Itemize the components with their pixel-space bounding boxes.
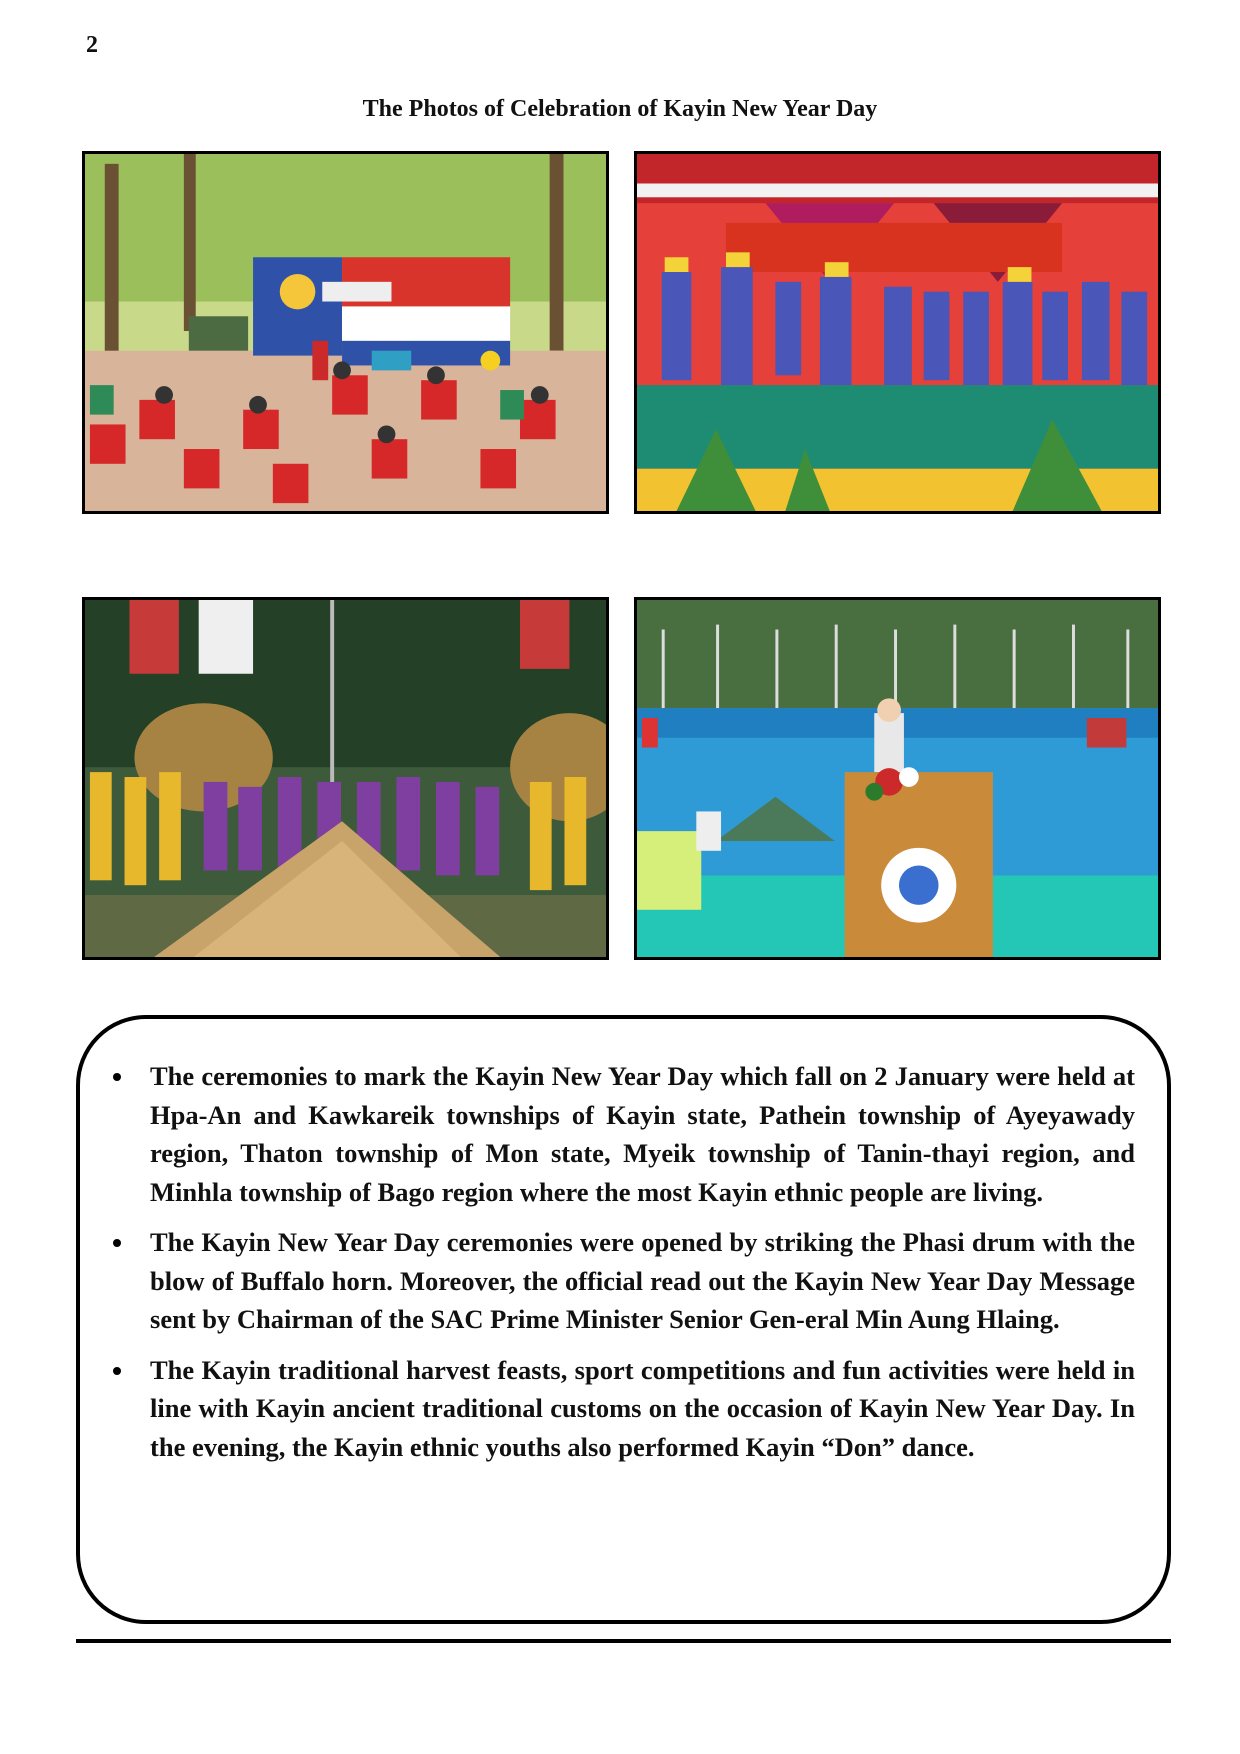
stage-dance-photo [634, 151, 1161, 514]
page-number: 2 [86, 32, 98, 58]
summary-box [76, 1015, 1171, 1624]
bullet-dot-icon [113, 1239, 121, 1247]
bullet-text: The Kayin traditional harvest feasts, sport competitions and fun activities were held in line with Kayin ancient traditional customs on the occasion of Kayin New Year Day. In the evening, the Kayin ethnic youths also performed Kayin “Don” dance. [150, 1354, 1135, 1462]
bullet-text: The ceremonies to mark the Kayin New Year Day which fall on 2 January were held at Hpa-An and Kawkareik townships of Kayin state, Pathein township of Ayeyawady region, Thaton township of Mon state, Myeik township of Tanin-thayi region, and Minhla township of Bago region where the most Kayin ethnic people are living. [150, 1061, 1135, 1207]
page-title: The Photos of Celebration of Kayin New Year Day [362, 96, 878, 122]
bullet-item [80, 1057, 1167, 1211]
outdoor-ceremony-photo [82, 151, 609, 514]
harvest-feast-photo [82, 597, 609, 960]
bottom-rule [76, 1639, 1171, 1643]
bullet-dot-icon [113, 1367, 121, 1375]
bullet-text: The Kayin New Year Day ceremonies were opened by striking the Phasi drum with the blow of Buffalo horn. Moreover, the official read out the Kayin New Year Day Message sent by Chairman of the SAC Prime Minister Senior Gen-eral Min Aung Hlaing. [150, 1227, 1135, 1334]
bullet-dot-icon [113, 1073, 121, 1081]
speech-podium-photo [634, 597, 1161, 960]
bullet-item [80, 1223, 1167, 1339]
bullet-list [80, 1057, 1167, 1478]
bullet-item [80, 1351, 1167, 1467]
